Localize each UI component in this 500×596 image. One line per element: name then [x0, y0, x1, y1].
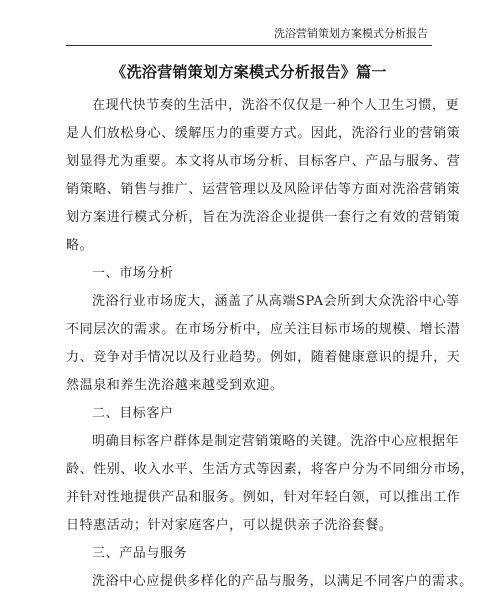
text-line: 不同层次的需求。在市场分析中，应关注目标市场的规模、增长潜 — [66, 322, 461, 337]
text-line: 力、竞争对手情况以及行业趋势。例如，随着健康意识的提升，天 — [66, 350, 461, 365]
text-line: 洗浴中心应提供多样化的产品与服务，以满足不同客户的需求。 — [92, 574, 473, 589]
section-heading-products-services: 三、产品与服务 — [92, 546, 188, 561]
text-line: 略。 — [66, 238, 94, 253]
document-title: 《洗浴营销策划方案模式分析报告》篇一 — [111, 63, 387, 81]
text-line: 销策略、销售与推广、运营管理以及风险评估等方面对洗浴营销策 — [66, 182, 461, 197]
text-line: 然温泉和养生洗浴越来越受到欢迎。 — [66, 378, 284, 393]
text-line: 并针对性地提供产品和服务。例如，针对年轻白领，可以推出工作 — [66, 490, 461, 505]
text-line: 龄、性别、收入水平、生活方式等因素，将客户分为不同细分市场， — [66, 462, 475, 477]
target-customers-paragraph — [66, 428, 475, 540]
text-line: 日特惠活动；针对家庭客户，可以提供亲子洗浴套餐。 — [66, 518, 393, 533]
document-body — [66, 92, 475, 596]
text-line: 在现代快节奏的生活中，洗浴不仅仅是一种个人卫生习惯，更 — [92, 98, 460, 113]
header-rule — [66, 45, 432, 46]
text-line: 明确目标客户群体是制定营销策略的关键。洗浴中心应根据年 — [92, 434, 460, 449]
text-line: 划方案进行模式分析，旨在为洗浴企业提供一套行之有效的营销策 — [66, 210, 461, 225]
text-line: 是人们放松身心、缓解压力的重要方式。因此，洗浴行业的营销策 — [66, 126, 461, 141]
text-line: 划显得尤为重要。本文将从市场分析、目标客户、产品与服务、营 — [66, 154, 461, 169]
running-header: 洗浴营销策划方案模式分析报告 — [274, 27, 428, 40]
text-line: 洗浴行业市场庞大，涵盖了从高端SPA会所到大众洗浴中心等 — [92, 294, 460, 309]
products-services-paragraph — [66, 568, 473, 596]
market-paragraph — [66, 288, 461, 400]
intro-paragraph — [66, 92, 461, 260]
section-heading-market: 一、市场分析 — [92, 266, 174, 281]
section-heading-target-customers: 二、目标客户 — [92, 406, 174, 421]
